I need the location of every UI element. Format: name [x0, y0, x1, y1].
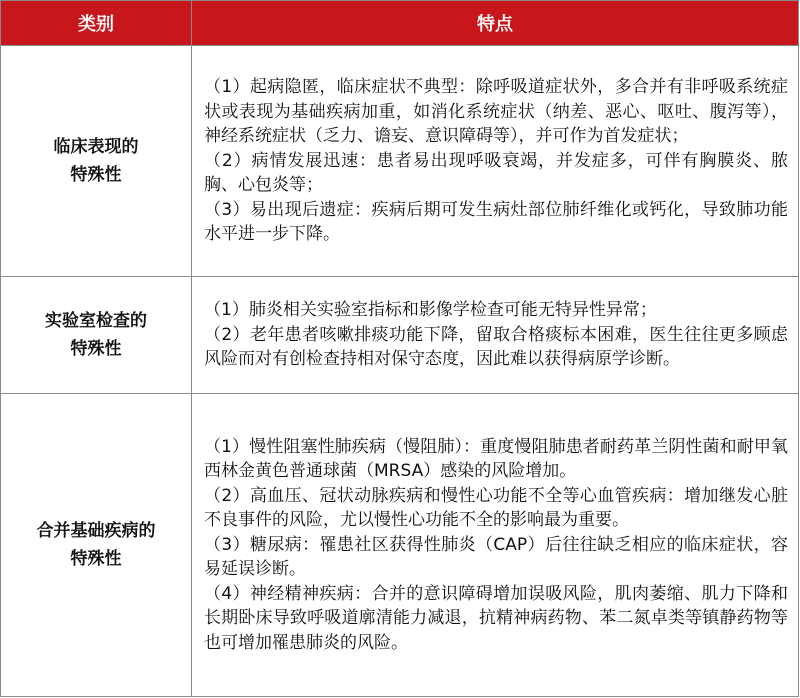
table-row [1, 46, 799, 277]
category-label: 合并基础疾病的 [36, 521, 156, 541]
header-features: 特点 [192, 1, 799, 46]
category-label: 特殊性 [70, 165, 122, 185]
feature-point: （2）老年患者咳嗽排痰功能下降，留取合格痰标本困难，医生往往更多顾虑风险而对有创检查持相对保守态度，因此难以获得病原学诊断。 [204, 324, 788, 370]
category-cell [1, 394, 192, 697]
features-cell [192, 277, 799, 394]
category-label: 特殊性 [70, 339, 122, 359]
category-label: 临床表现的 [53, 137, 139, 157]
features-cell [192, 394, 799, 697]
category-cell [1, 277, 192, 394]
category-cell [1, 46, 192, 277]
feature-point: （4）神经精神疾病：合并的意识障碍增加误吸风险，肌肉萎缩、肌力下降和长期卧床导致呼吸道廓清能力减退，抗精神病药物、苯二氮卓类等镇静药物等也可增加罹患肺炎的风险。 [204, 583, 788, 653]
header-row [1, 1, 799, 46]
feature-point: （3）易出现后遗症：疾病后期可发生病灶部位肺纤维化或钙化，导致肺功能水平进一步下降。 [204, 199, 788, 245]
feature-point: （2）病情发展迅速：患者易出现呼吸衰竭，并发症多，可伴有胸膜炎、脓胸、心包炎等； [204, 150, 788, 196]
table-row [1, 277, 799, 394]
feature-point: （1）起病隐匿，临床症状不典型：除呼吸道症状外，多合并有非呼吸系统症状或表现为基础疾病加重，如消化系统症状（纳差、恶心、呕吐、腹泻等），神经系统症状（乏力、谵妄、意识障碍等），并可作为首发症状； [204, 77, 788, 147]
feature-point: （1）慢性阻塞性肺疾病（慢阻肺）：重度慢阻肺患者耐药革兰阴性菌和耐甲氧西林金黄色普通球菌（MRSA）感染的风险增加。 [204, 436, 788, 482]
feature-point: （2）高血压、冠状动脉疾病和慢性心功能不全等心血管疾病：增加继发心脏不良事件的风险，尤以慢性心功能不全的影响最为重要。 [204, 485, 788, 531]
header-category: 类别 [1, 1, 192, 46]
table-row [1, 394, 799, 697]
category-label: 特殊性 [70, 549, 122, 569]
feature-point: （3）糖尿病：罹患社区获得性肺炎（CAP）后往往缺乏相应的临床症状，容易延误诊断。 [204, 534, 788, 580]
features-cell [192, 46, 799, 277]
feature-point: （1）肺炎相关实验室指标和影像学检查可能无特异性异常； [204, 300, 657, 321]
category-label: 实验室检查的 [45, 311, 147, 331]
